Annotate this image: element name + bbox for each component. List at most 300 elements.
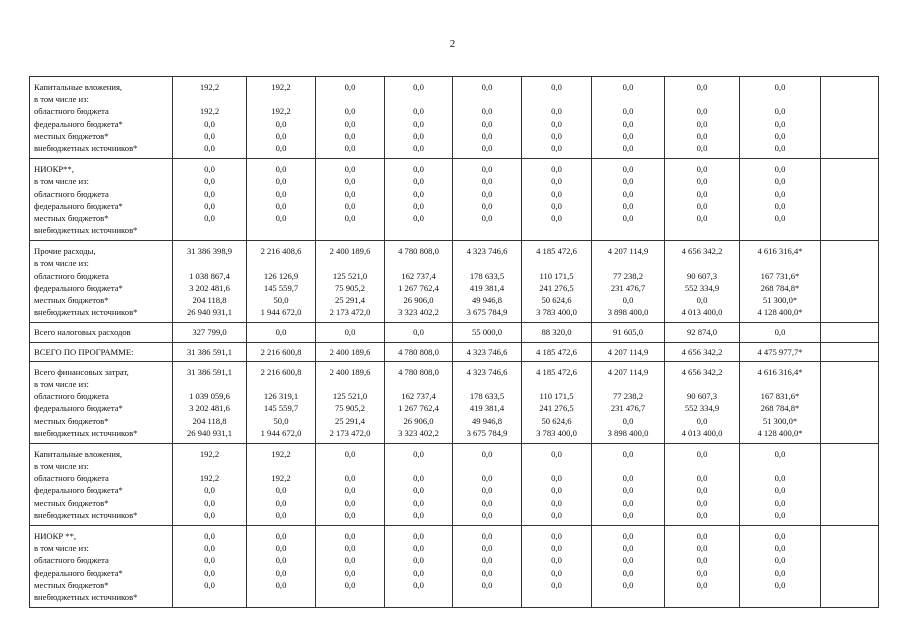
value-cell: [522, 77, 592, 159]
cell-value: 2 400 189,6: [329, 246, 371, 257]
row-label-cell: [30, 361, 173, 443]
cell-value: 0,0: [275, 176, 287, 187]
cell-value: 0,0: [551, 567, 562, 578]
cell-value: 0,0: [413, 118, 424, 129]
cell-value: [821, 245, 878, 257]
cell-value: 0,0: [622, 212, 634, 223]
cell-value: 0,0: [774, 118, 786, 129]
cell-value: 1 944 672,0: [260, 307, 302, 318]
value-cell: [740, 77, 821, 159]
cell-value: 0,0: [551, 176, 562, 187]
cell-value: 0,0: [481, 82, 493, 92]
cell-value: [821, 390, 878, 402]
cell-value: 0,0: [696, 497, 708, 508]
cell-value: 0,0: [413, 531, 424, 541]
cell-value: 0,0: [696, 579, 708, 590]
row-label-line: федерального бюджета*: [34, 118, 123, 129]
cell-value: [385, 378, 452, 390]
value-cell: [173, 77, 247, 159]
value-cell: [665, 77, 740, 159]
value-cell: [316, 77, 385, 159]
row-label-line: местных бюджетов*: [34, 295, 109, 305]
cell-value: [665, 460, 739, 472]
cell-value: 110 171,5: [539, 391, 574, 402]
cell-value: 2 173 472,0: [329, 307, 371, 318]
value-cell: [385, 241, 453, 323]
cell-value: [821, 567, 878, 579]
cell-value: 162 737,4: [401, 391, 436, 402]
cell-value: 0,0: [696, 448, 708, 459]
value-cell: [740, 361, 821, 443]
cell-value: 0,0: [275, 485, 287, 496]
cell-value: [821, 175, 878, 187]
cell-value: [821, 366, 878, 378]
cell-value: 192,2: [271, 106, 291, 117]
value-cell: [173, 323, 247, 342]
row-label-line: областного бюджета: [34, 473, 109, 484]
cell-value: 0,0: [551, 448, 562, 459]
cell-value: 0,0: [774, 509, 786, 520]
cell-value: [173, 591, 246, 603]
cell-value: 0,0: [481, 509, 493, 520]
cell-value: 0,0: [481, 106, 493, 117]
cell-value: 0,0: [696, 176, 708, 187]
page-number: 2: [449, 38, 456, 50]
row-label-line: НИОКР **,: [34, 531, 77, 541]
cell-value: [247, 224, 315, 236]
cell-value: 0,0: [344, 448, 356, 459]
cell-value: 192,2: [271, 82, 291, 92]
cell-value: 0,0: [275, 579, 287, 590]
cell-value: [821, 200, 878, 212]
cell-value: 49 946,8: [471, 415, 503, 426]
cell-value: 4 780 808,0: [398, 246, 439, 257]
cell-value: 0,0: [622, 473, 634, 484]
cell-value: [453, 93, 521, 105]
cell-value: 0,0: [344, 509, 356, 520]
cell-value: 0,0: [774, 130, 786, 141]
cell-value: 0,0: [774, 579, 786, 590]
cell-value: 0,0: [774, 543, 786, 554]
cell-value: 0,0: [204, 485, 215, 496]
row-label-line: Прочие расходы,: [34, 246, 96, 257]
cell-value: 4 185 472,6: [536, 346, 577, 357]
cell-value: 25 291,4: [334, 415, 366, 426]
cell-value: [385, 224, 452, 236]
cell-value: 0,0: [622, 567, 634, 578]
value-cell: [316, 323, 385, 342]
cell-value: [665, 591, 739, 603]
cell-value: [821, 294, 878, 306]
cell-value: 26 906,0: [403, 415, 434, 426]
cell-value: 3 783 400,0: [536, 307, 577, 318]
cell-value: 0,0: [275, 327, 287, 338]
cell-value: 125 521,0: [332, 270, 368, 281]
cell-value: 4 323 746,6: [466, 366, 508, 377]
value-cell: [665, 159, 740, 241]
row-label-line: внебюджетных источников*: [34, 307, 138, 318]
cell-value: [821, 118, 878, 130]
value-cell: [173, 443, 247, 525]
cell-value: 0,0: [275, 497, 287, 508]
cell-value: 0,0: [622, 555, 634, 566]
cell-value: 3 202 481,6: [189, 403, 230, 414]
value-cell: [665, 526, 740, 608]
cell-value: 2 400 189,6: [329, 366, 371, 377]
value-cell: [316, 443, 385, 525]
cell-value: [247, 257, 315, 269]
cell-value: 4 656 342,2: [681, 366, 723, 377]
cell-value: 4 780 808,0: [398, 366, 439, 377]
value-cell: [453, 526, 522, 608]
cell-value: 268 784,8*: [760, 403, 800, 414]
cell-value: 0,0: [275, 200, 287, 211]
row-label-line: областного бюджета: [34, 270, 109, 281]
cell-value: 192,2: [271, 473, 291, 484]
cell-value: 0,0: [696, 118, 708, 129]
row-label-cell: [30, 526, 173, 608]
cell-value: [453, 460, 521, 472]
value-cell: [821, 361, 879, 443]
cell-value: 75 905,2: [334, 403, 366, 414]
table-row: [30, 323, 879, 342]
cell-value: 0,0: [774, 448, 786, 459]
cell-value: 192,2: [199, 448, 220, 459]
cell-value: 0,0: [275, 188, 287, 199]
cell-value: 0,0: [622, 543, 634, 554]
cell-value: 126 319,1: [263, 391, 299, 402]
cell-value: 0,0: [344, 543, 356, 554]
cell-value: 3 898 400,0: [607, 307, 649, 318]
cell-value: 4 207 114,9: [607, 346, 649, 357]
cell-value: [740, 224, 820, 236]
cell-value: 0,0: [622, 118, 634, 129]
cell-value: [821, 188, 878, 200]
cell-value: 0,0: [551, 485, 562, 496]
cell-value: 0,0: [774, 200, 786, 211]
cell-value: 178 633,5: [469, 270, 505, 281]
cell-value: 0,0: [275, 543, 287, 554]
cell-value: 4 207 114,9: [607, 246, 649, 257]
cell-value: 0,0: [551, 531, 562, 541]
cell-value: 1 039 059,6: [189, 391, 230, 402]
cell-value: 0,0: [344, 118, 356, 129]
value-cell: [522, 443, 592, 525]
row-label-line: в том числе из:: [34, 543, 89, 554]
value-cell: [453, 342, 522, 361]
cell-value: 178 633,5: [469, 391, 505, 402]
cell-value: 167 831,6*: [760, 391, 800, 402]
cell-value: [821, 81, 878, 93]
cell-value: [173, 224, 246, 236]
cell-value: 192,2: [199, 106, 220, 117]
cell-value: 0,0: [481, 212, 493, 223]
cell-value: [453, 378, 521, 390]
cell-value: 4 656 342,2: [681, 246, 723, 257]
cell-value: 0,0: [204, 188, 215, 199]
value-cell: [592, 77, 665, 159]
cell-value: 50 624,6: [541, 295, 572, 305]
cell-value: 0,0: [344, 327, 356, 338]
cell-value: 0,0: [696, 555, 708, 566]
cell-value: 0,0: [275, 212, 287, 223]
cell-value: 0,0: [413, 567, 424, 578]
cell-value: 0,0: [481, 497, 493, 508]
row-label-line: областного бюджета: [34, 188, 109, 199]
cell-value: 50,0: [273, 295, 289, 305]
cell-value: 0,0: [344, 567, 356, 578]
cell-value: 4 323 746,6: [466, 346, 508, 357]
row-label-line: местных бюджетов*: [34, 579, 109, 590]
cell-value: [740, 93, 820, 105]
row-label-line: в том числе из:: [34, 94, 89, 105]
cell-value: [453, 224, 521, 236]
cell-value: [316, 378, 384, 390]
row-label-line: Всего налоговых расходов: [34, 327, 131, 338]
row-label-line: внебюджетных источников*: [34, 225, 138, 236]
table-row: [30, 443, 879, 525]
cell-value: 552 334,9: [684, 403, 720, 414]
cell-value: 26 940 931,1: [186, 307, 233, 318]
value-cell: [316, 342, 385, 361]
cell-value: 0,0: [344, 531, 356, 541]
value-cell: [247, 159, 316, 241]
row-label-line: местных бюджетов*: [34, 130, 109, 141]
cell-value: [821, 530, 878, 542]
cell-value: 0,0: [622, 188, 634, 199]
cell-value: 0,0: [344, 579, 356, 590]
row-label-line: Капитальные вложения,: [34, 448, 123, 459]
cell-value: 0,0: [481, 485, 493, 496]
row-label-line: внебюджетных источников*: [34, 142, 138, 153]
cell-value: 0,0: [344, 82, 356, 92]
value-cell: [821, 77, 879, 159]
cell-value: 0,0: [696, 509, 708, 520]
cell-value: 4 128 400,0*: [757, 427, 803, 438]
value-cell: [740, 241, 821, 323]
value-cell: [453, 443, 522, 525]
cell-value: 1 267 762,4: [398, 403, 439, 414]
value-cell: [592, 526, 665, 608]
cell-value: [821, 415, 878, 427]
cell-value: [247, 460, 315, 472]
cell-value: 0,0: [413, 543, 424, 554]
cell-value: 0,0: [551, 82, 562, 92]
cell-value: 3 675 784,9: [466, 427, 508, 438]
cell-value: 0,0: [696, 485, 708, 496]
cell-value: 0,0: [413, 485, 424, 496]
cell-value: 0,0: [204, 531, 215, 541]
cell-value: [821, 93, 878, 105]
cell-value: 0,0: [774, 82, 786, 92]
value-cell: [740, 323, 821, 342]
cell-value: 0,0: [344, 485, 356, 496]
value-cell: [453, 361, 522, 443]
value-cell: [665, 342, 740, 361]
cell-value: 92 874,0: [686, 327, 718, 338]
cell-value: 0,0: [344, 555, 356, 566]
cell-value: [665, 257, 739, 269]
cell-value: 0,0: [275, 142, 287, 153]
cell-value: 0,0: [481, 543, 493, 554]
cell-value: [592, 224, 664, 236]
cell-value: 88 320,0: [541, 327, 572, 338]
cell-value: 0,0: [413, 130, 424, 141]
cell-value: 3 783 400,0: [536, 427, 577, 438]
table-row: [30, 342, 879, 361]
cell-value: [821, 509, 878, 521]
cell-value: [592, 460, 664, 472]
cell-value: 0,0: [481, 448, 493, 459]
value-cell: [385, 526, 453, 608]
cell-value: 3 323 402,2: [398, 427, 439, 438]
cell-value: 0,0: [551, 543, 562, 554]
cell-value: [821, 579, 878, 591]
cell-value: 4 185 472,6: [536, 366, 577, 377]
cell-value: 0,0: [344, 497, 356, 508]
cell-value: 0,0: [413, 448, 424, 459]
cell-value: [592, 591, 664, 603]
cell-value: 0,0: [622, 142, 634, 153]
cell-value: 0,0: [551, 497, 562, 508]
cell-value: 51 300,0*: [762, 295, 798, 305]
cell-value: 0,0: [774, 106, 786, 117]
value-cell: [665, 323, 740, 342]
cell-value: [821, 282, 878, 294]
cell-value: 1 267 762,4: [398, 282, 439, 293]
cell-value: 49 946,8: [471, 295, 503, 305]
value-cell: [592, 241, 665, 323]
cell-value: 0,0: [622, 106, 634, 117]
cell-value: 0,0: [696, 200, 708, 211]
row-label-line: федерального бюджета*: [34, 282, 123, 293]
cell-value: 0,0: [696, 531, 708, 541]
row-label-line: местных бюджетов*: [34, 497, 109, 508]
cell-value: 0,0: [622, 415, 634, 426]
value-cell: [385, 443, 453, 525]
program-funding-table: [29, 76, 879, 608]
cell-value: 0,0: [622, 130, 634, 141]
value-cell: [385, 323, 453, 342]
cell-value: 0,0: [622, 164, 634, 175]
cell-value: 0,0: [774, 142, 786, 153]
value-cell: [173, 526, 247, 608]
cell-value: [665, 224, 739, 236]
cell-value: [740, 460, 820, 472]
cell-value: [821, 224, 878, 236]
cell-value: 0,0: [413, 188, 424, 199]
cell-value: 0,0: [481, 567, 493, 578]
cell-value: 3 202 481,6: [189, 282, 230, 293]
cell-value: 110 171,5: [539, 270, 574, 281]
cell-value: [522, 93, 591, 105]
cell-value: 126 126,9: [263, 270, 299, 281]
row-label-line: в том числе из:: [34, 378, 89, 389]
value-cell: [385, 77, 453, 159]
cell-value: [821, 591, 878, 603]
row-label-cell: [30, 159, 173, 241]
cell-value: [592, 93, 664, 105]
cell-value: 0,0: [204, 176, 215, 187]
cell-value: 0,0: [481, 188, 493, 199]
cell-value: [592, 378, 664, 390]
cell-value: 0,0: [344, 212, 356, 223]
value-cell: [247, 241, 316, 323]
cell-value: 25 291,4: [334, 295, 366, 305]
cell-value: 50,0: [273, 415, 289, 426]
row-label-line: в том числе из:: [34, 461, 89, 472]
row-label-line: федерального бюджета*: [34, 403, 123, 414]
table-row: [30, 361, 879, 443]
cell-value: 0,0: [774, 555, 786, 566]
cell-value: [385, 460, 452, 472]
value-cell: [247, 361, 316, 443]
cell-value: 0,0: [696, 82, 708, 92]
cell-value: 0,0: [413, 106, 424, 117]
cell-value: 1 038 867,4: [189, 270, 230, 281]
cell-value: 0,0: [774, 567, 786, 578]
cell-value: 419 381,4: [469, 282, 505, 293]
value-cell: [522, 241, 592, 323]
row-label-line: Капитальные вложения,: [34, 82, 123, 92]
cell-value: 0,0: [774, 212, 786, 223]
value-cell: [522, 159, 592, 241]
value-cell: [173, 361, 247, 443]
cell-value: 26 940 931,1: [186, 427, 233, 438]
cell-value: 0,0: [622, 448, 634, 459]
row-label-cell: [30, 323, 173, 342]
cell-value: 0,0: [481, 555, 493, 566]
cell-value: [665, 93, 739, 105]
value-cell: [173, 159, 247, 241]
cell-value: 0,0: [204, 555, 215, 566]
cell-value: 327 799,0: [192, 327, 227, 338]
cell-value: 2 216 600,8: [260, 366, 302, 377]
value-cell: [247, 77, 316, 159]
cell-value: 231 476,7: [610, 403, 646, 414]
cell-value: 0,0: [622, 200, 634, 211]
cell-value: 0,0: [481, 200, 493, 211]
cell-value: 0,0: [774, 176, 786, 187]
cell-value: 167 731,6*: [760, 270, 800, 281]
cell-value: [247, 378, 315, 390]
cell-value: [453, 591, 521, 603]
cell-value: [821, 554, 878, 566]
cell-value: 145 559,7: [263, 403, 299, 414]
row-label-cell: [30, 241, 173, 323]
cell-value: 0,0: [551, 473, 562, 484]
cell-value: [592, 257, 664, 269]
cell-value: 0,0: [275, 509, 287, 520]
cell-value: 55 000,0: [471, 327, 503, 338]
row-label-line: в том числе из:: [34, 176, 89, 187]
cell-value: 0,0: [344, 473, 356, 484]
cell-value: [522, 224, 591, 236]
value-cell: [592, 361, 665, 443]
cell-value: 0,0: [774, 485, 786, 496]
cell-value: 0,0: [551, 164, 562, 175]
value-cell: [592, 159, 665, 241]
cell-value: [821, 497, 878, 509]
cell-value: 0,0: [204, 509, 215, 520]
cell-value: 4 475 977,7*: [757, 346, 803, 357]
cell-value: 0,0: [551, 118, 562, 129]
cell-value: 0,0: [204, 212, 215, 223]
cell-value: 0,0: [481, 142, 493, 153]
value-cell: [453, 323, 522, 342]
cell-value: 0,0: [622, 485, 634, 496]
cell-value: 0,0: [551, 142, 562, 153]
